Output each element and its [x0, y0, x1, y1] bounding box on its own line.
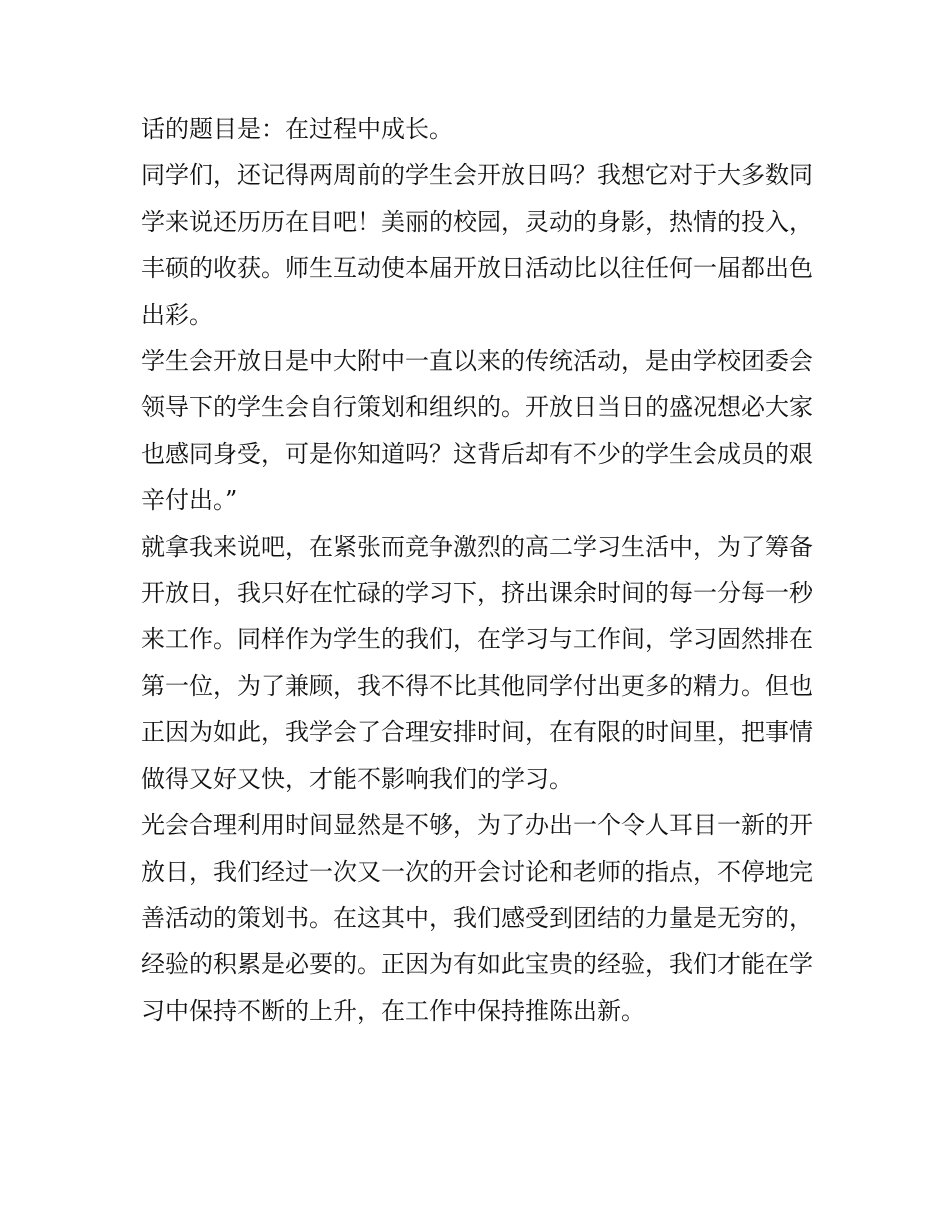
paragraph-open-day-recall: 同学们，还记得两周前的学生会开放日吗？我想它对于大多数同学来说还历历在目吧！美丽的校园，灵动的身影，热情的投入，丰硕的收获。师生互动使本届开放日活动比以往任何一届都出色出彩。: [141, 161, 813, 329]
paragraph-speech-topic: 话的题目是：在过程中成长。: [141, 115, 453, 143]
paragraph-open-day-tradition: 学生会开放日是中大附中一直以来的传统活动，是由学校团委会领导下的学生会自行策划和组织的。开放日当日的盛况想必大家也感同身受，可是你知道吗？这背后却有不少的学生会成员的艰辛付出。”: [141, 347, 813, 515]
document-body: [141, 106, 813, 1034]
paragraph-teamwork-experience: 光会合理利用时间显然是不够，为了办出一个令人耳目一新的开放日，我们经过一次又一次的开会讨论和老师的指点，不停地完善活动的策划书。在这其中，我们感受到团结的力量是无穷的，经验的积累是必要的。正因为有如此宝贵的经验，我们才能在学习中保持不断的上升，在工作中保持推陈出新。: [141, 811, 813, 1025]
paragraph-time-management: 就拿我来说吧，在紧张而竞争激烈的高二学习生活中，为了筹备开放日，我只好在忙碌的学习下，挤出课余时间的每一分每一秒来工作。同样作为学生的我们，在学习与工作间，学习固然排在第一位，为了兼顾，我不得不比其他同学付出更多的精力。但也正因为如此，我学会了合理安排时间，在有限的时间里，把事情做得又好又快，才能不影响我们的学习。: [141, 532, 813, 793]
